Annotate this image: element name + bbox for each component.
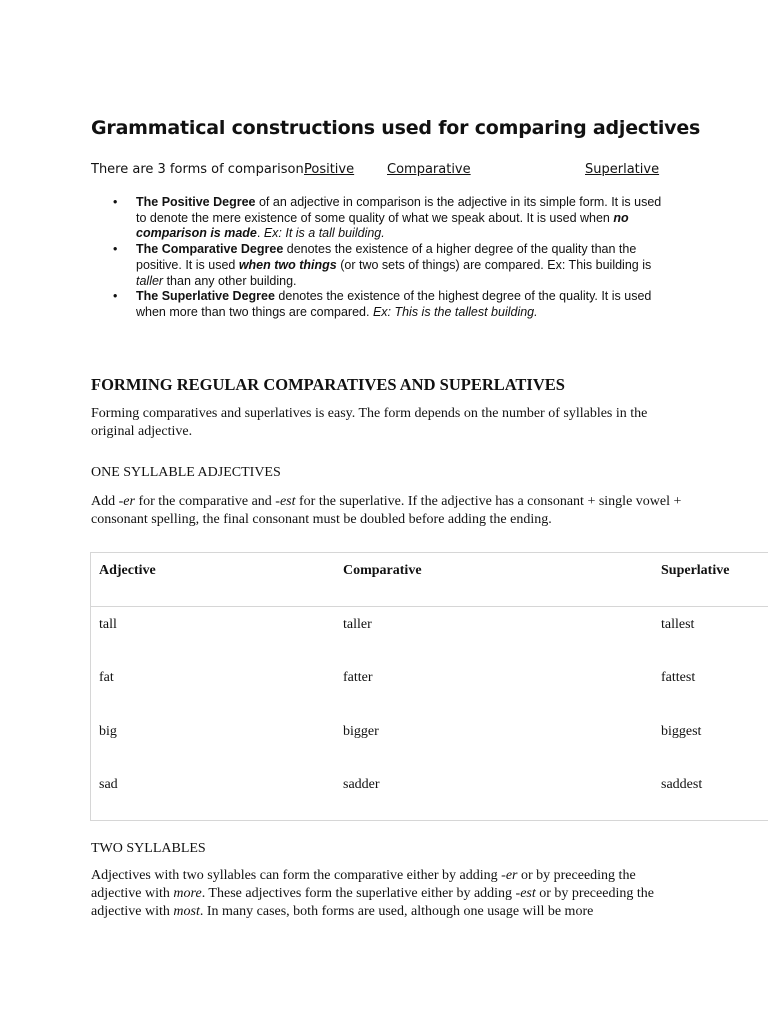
degree-term: The Superlative Degree	[136, 289, 275, 304]
table-cell: biggest	[661, 724, 702, 739]
header-comparative: Comparative	[343, 563, 422, 578]
degree-term: The Positive Degree	[136, 195, 256, 209]
table-cell: bigger	[343, 724, 379, 739]
degree-text: of an adjective in comparison is the adjective in its simple form. It is used to denote the mere existence of some quality of what we speak about. It is used when	[136, 195, 662, 225]
table-cell: saddest	[661, 777, 703, 792]
table-cell: taller	[343, 617, 372, 632]
degree-text: .	[256, 226, 264, 241]
table-header-row	[91, 553, 768, 607]
bullet-icon: •	[113, 195, 118, 209]
forms-intro-line	[91, 162, 660, 177]
one-syllable-paragraph: Add -er for the comparative and -est for the superlative. If the adjective has a consonant + single vowel + consonant spelling, the final consonant must be doubled before adding the ending.	[91, 494, 682, 527]
comparison-table	[90, 552, 768, 821]
list-item	[113, 242, 673, 289]
table-cell: big	[99, 724, 117, 739]
degree-text: (or two sets of things) are compared. Ex: This building is	[336, 257, 652, 272]
list-item	[113, 289, 673, 320]
degree-example: taller	[136, 273, 164, 288]
section-intro-paragraph: Forming comparatives and superlatives is easy. The form depends on the number of syllables in the original adjective.	[91, 406, 648, 439]
form-superlative: Superlative	[585, 162, 660, 177]
bullet-icon: •	[113, 242, 118, 257]
table-row	[91, 714, 768, 767]
table-cell: fatter	[343, 670, 373, 685]
section-heading: FORMING REGULAR COMPARATIVES AND SUPERLATIVES	[91, 375, 565, 394]
form-positive: Positive	[304, 162, 355, 177]
degree-text: than any other building.	[163, 273, 297, 288]
list-item	[113, 195, 673, 242]
table-row	[91, 607, 768, 660]
table-row	[91, 660, 768, 713]
table-cell: fattest	[661, 670, 696, 685]
degree-text: denotes the existence of the highest degree of the quality. It is used when more than two things are compared.	[136, 289, 652, 319]
table-row	[91, 767, 768, 820]
forms-intro-prefix: There are 3 forms of comparison:	[91, 162, 309, 177]
degree-term: The Comparative Degree	[136, 242, 284, 257]
bullet-icon: •	[113, 289, 118, 304]
degree-emphasis: no comparison is made	[136, 210, 629, 241]
degree-example: Ex: It is a tall building.	[263, 226, 385, 241]
header-superlative: Superlative	[661, 563, 730, 578]
table-cell: fat	[99, 670, 114, 685]
degree-example: Ex: This is the tallest building.	[372, 304, 538, 319]
degrees-list	[113, 195, 673, 321]
one-syllable-heading: ONE SYLLABLE ADJECTIVES	[91, 465, 281, 480]
table-cell: tall	[99, 617, 117, 632]
header-adjective: Adjective	[99, 563, 156, 578]
two-syllables-paragraph: Adjectives with two syllables can form the comparative either by adding -er or by preceeding the adjective with more. These adjectives form the superlative either by adding -est or by preceeding the adjective with most. In many cases, both forms are used, although one usage will be more	[91, 868, 654, 919]
table-cell: sad	[99, 777, 118, 792]
page-title: Grammatical constructions used for comparing adjectives	[91, 117, 701, 139]
table-cell: tallest	[661, 617, 695, 632]
degree-emphasis: when two things	[238, 257, 337, 272]
degree-text: denotes the existence of a higher degree of the quality than the positive. It is used	[136, 242, 637, 272]
two-syllables-heading: TWO SYLLABLES	[91, 841, 206, 856]
table-cell: sadder	[343, 777, 380, 792]
form-comparative: Comparative	[387, 162, 471, 177]
